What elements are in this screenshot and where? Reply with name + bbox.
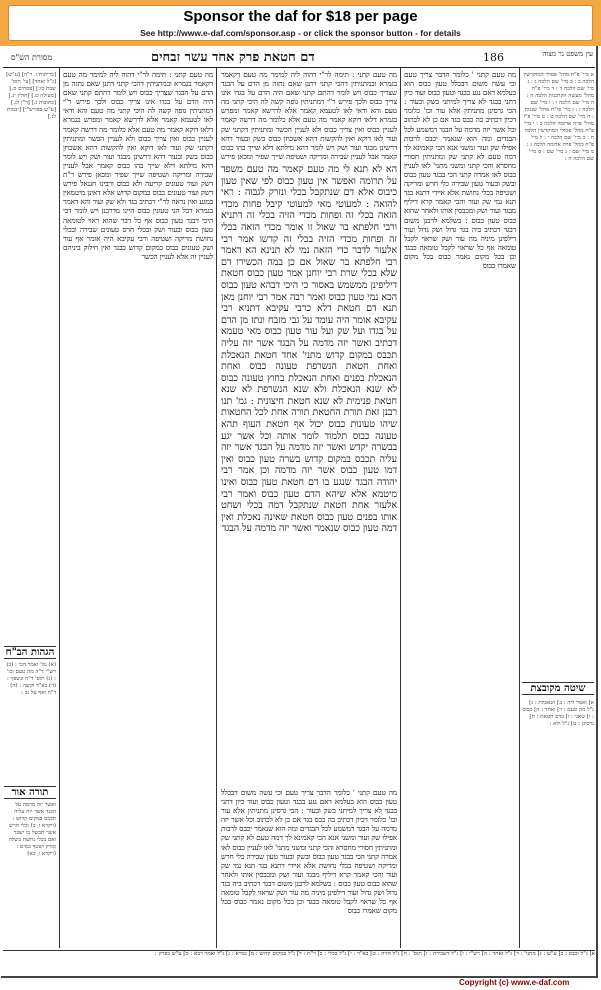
- gemara-column: הא לא תנא לי מה טעם קאמר מה טעם משפד על תרומה ואפשר אין טעון כבוס לפי שאין טעון כיבוס אלא דם שנתקבל בכלי ונזרק לגבוה : ראי להואה : למעוטי מאי למעוטי קיבל פחות מכדי הזאה בכלי זה ופחות מכדי הזיה בכלי זה דתניא ורבי חלפתא בר שאול זו אומר מכדי הזאה בכלי זה ופחות מכדי הזיה בכלי זה קדשו אמר רבי אלעזר לדבר כדי הזאה נמי לא תנינא הא דאמר רבי חלפתא בר שאול אם כן במה הכשירו דם שלא בכלי שרת רבי יוחנן אמר טעון כבוס חטאת דיליפינן ממשמש באסור כי היכי דבהא טעון כבוס הכא נמי טעון כבוס ואמר רבה אמר רבי יוחנן מאן תנא דם חטאת דלא כרבי עקיבא דתניא רבי עקיבא אומר היה עומד על גבי מזבח ונתז מן הדם על בגדו ועל שק ועל עור טעון כבוס מאי טעמא דכתיב ואשר יזה מדמה על הבגד אשר יזה עליה תכבס במקום קדוש מתני' אחד חטאת הנאכלת ואחת חטאת הנשרפת טעונה כבוס ואחת הנאכלת בפנים ואחת הנאכלת בחוץ טעונה כבוס לא שנא הנאכלת ולא שנא הנשרפת לא שנא חטאת פנימית לא שנא חטאת חיצונית : גמ' תנו רבנן זאת תורת החטאת תורה אחת לכל החטאות שיהו טעונות כבוס יכול אף חטאת העוף תהא טעונה כבוס תלמוד לומר אותה וכל אשר יגע בבשרה יקדש ואשר יזה מדמה על הבגד אשר יזה עליה תכבס במקום קדוש בשרה טעון כבוס ואין דמו טעון כבוס אשר יזה מדמה וכן אמר רבי יהודה הבגד שנגע בו דם חטאת טעון כבוס ואינו מיטמא אלא שיהא הדם טעון כבוס ואמר רבי אלעזר אחת חטאת שנתקבל דמה בכלי ושחט אותו בפנים טעון כבוס חטאת שאינה נאכלת ואין דמה טעון כבוס שנאמר ואשר יזה מדמה על הבגד: [221, 164, 397, 535]
- page-title: דם חטאת פרק אחד עשר זבחים: [151, 50, 315, 65]
- side-margin-right: א מיי' פ"ח מהל' פסולי המוקדשין הלכה ב : ב מיי' שם הלכה ג : ג מיי' שם הלכה ד : ד מיי' פ"ח מהל' מעשה הקרבנות הלכה ה : ה מיי' שם הלכה ו : ו מיי' שם הלכה ז : ז מיי' פי"ח מהל' שגגות : ח מיי' שם הלכה ט : ט מיי' פ"ז מהל' פרה אדומה הלכה ב : י מיי' פ"ח מהל' פסולי המוקדשין הלכה ח : כ מיי' שם הלכה י : ל מיי' פ"ח מהל' פרה אדומה הלכה ג : מ מיי' שם : נ מיי' שם : ס מיי' שם הלכה ה :: [523, 72, 594, 162]
- page-header: [1, 48, 598, 68]
- column-divider-2: [400, 68, 401, 948]
- page-number: 186: [483, 51, 504, 64]
- tosafot-column: מה טעם קתני : תימה לר"י דהוה ליה למימר מה טעם דקאמר בגמרא ובמתניתין דהכי קתני דתנן שאם נתזה מן הדם על הבגד שצריך כבוס ויש לומר דהתם קתני שאם היה הדם על בגדו אינו צריך כבוס ולכך פירש ר"י דמתניתין גופה קשה לה היכי קתני מה טעם והא ודאי לאו לטעמא קאמר אלא לדרשא קאמר ומפרש בגמרא דלאו דוקא קאמר מה טעם אלא כלומר מה דרשה קאמר לעניין כבוס ואין צריך כבוס ולא לעניין הכשר ומתניתין דקתני שק ועור לאו דוקא ואין להקשות דהא אשכחן כבוס בשק ובעור דהא דרשינן מבגד ועור ושק ויש לומר דהא מילתא דלא שייך בהו כבוס קאמר אבל לעניין שבירה ומריקה ושטיפה שייך שפיר ומכאן פירש ר"ת דשק ועור טעונים קריעה ולא כבוס ורבינו חננאל פירש דשק ועור טעונים כבוס במקום קדוש אלא דאינן מיטמאין במגע ואין נראה לר"י דכתיב בגד ולא שק ועור והא דאמר בגמרא דכל הני טעונין כבוס היינו מדרבנן ויש לומר דכי היכי דבגד טעון כבוס אף כל דבר שהוא ראוי לטומאה טעון כבוס ובעור ושק ובכלי חרס טעונים שבירה ובכלי נחושת מריקה ושטיפה ורבי עקיבא היה אומר אף עור ושק טעונים כבוס במקום קדוש כבגד ואין חילוק ביניהם לעניין זה אלא לעניין הכשר: [63, 70, 213, 261]
- column-divider-1: [216, 68, 217, 948]
- sponsor-title: Sponsor the daf for $18 per page: [183, 8, 418, 25]
- rashi-column: מה טעם קתני ' כלומר הדבר צריך טעם וכי עשה משום דבכלל טעון כבוס הוא בעלמא דאם נגע בבגד וטעון כבוס ועוד כיון דתני בבגד לא צריך למיתני בשק ובעור : הכי גרסינן מתניתין אלא עור וכו' כלומר דכיון דכתיב בה כבס בגד אם כן לא לכתוב וכל אשר יזה מדמה על הבגד דמשמע לכל הבגדים ומה הוא שנאמר יכבס לרבות אפילו שק ועור ומשני אנא הכי קאמינא לך דמה טעם לא קתני שק ומתניתין חסורי מחסרא והכי קתני ומשני מתני' לאו לעניין כבוס לאו אמרה קתני הכי בבגד טעון כבוס ובשק ובעור טעון שבירה כלי חרש ומריקה ושטיפה בכלי נחושת אלא איידי דתנא בגד תנא נמי שק ועור והכי קאמר קרא דיליף מבגד ועור ושק ומכבסין אותו ולאחר שהוא כבוס טעון כבוס : בשלמא לרבנן משום דבגד דכתיב ביה בגד גדול ושק גדול ועור דילפינן מיניה מה עור ושק שראוי לקבל טומאה אף כל שראוי לקבל טומאה כבגד וכן בכל מקום נאמר כבוס בכל מקום שאמרו כבוס: [404, 70, 516, 270]
- sponsor-banner: [0, 0, 601, 46]
- hagahot-label: הגהות הב"ח: [5, 647, 55, 658]
- shita-label: שיטה מקובצת: [522, 682, 594, 695]
- torah-or-label: תורה אור: [4, 786, 56, 799]
- header-rule: [3, 67, 595, 68]
- copyright-link[interactable]: Copyright (c) www.e-daf.com: [459, 978, 570, 987]
- tosafot-top-continuation: מה טעם קתני : תימה לר"י דהוה ליה למימר מה טעם דקאמר בגמרא ובמתניתין דהכי קתני דתנן שאם נתזה מן הדם על הבגד שצריך כבוס ויש לומר דהתם קתני שאם היה הדם על בגדו אינו צריך כבוס ולכך פירש ר"י דמתניתין גופה קשה לה היכי קתני מה טעם והא ודאי לאו לטעמא קאמר אלא לדרשא קאמר ומפרש בגמרא דלאו דוקא קאמר מה טעם אלא כלומר מה דרשה קאמר לעניין כבוס ואין צריך כבוס ולא לעניין הכשר ומתניתין דקתני שק ועור לאו דוקא ואין להקשות דהא אשכחן כבוס בשק ובעור דהא דרשינן מבגד ועור ושק ויש לומר דהא מילתא דלא שייך בהו כבוס קאמר אבל לעניין שבירה ומריקה ושטיפה שייך שפיר ומכאן פירש: [221, 70, 397, 160]
- margin-divider-left: [59, 68, 60, 948]
- mesoret-label: מסורת הש"ס: [11, 53, 53, 62]
- footer-notes: א] ג"ל וכבס : ב] ע"ש : ג] מתני' : ד] ג"ל ואחד : ה] רש"י : ו] ג"ל דשבירה : ז] תוס' : ח] ג"ל הזיה : ט] בא"ד : י] ג"ל בכלי : כ] ר"ת : ל] ג"ל במקום קדוש : מ] גמרא : נ] ג"ל ואמר רבא : ס] ע"ש בפרק :: [3, 950, 595, 975]
- torah-or-text: ואשר יזה מדמה על הבגד אשר יזה עליה תכבס במקום קדוש : (ויקרא ו, כ) וכלי חרש אשר תבשל בו ישבר ואם בכלי נחשת בשלה ומרק ושטף במים : (ויקרא ו, כא): [8, 802, 56, 857]
- margin-divider-right: [519, 68, 520, 948]
- shita-text: א] ואמר ליה : ב] הנאכלת : ג] ג"ל מה טעם : ד] ואחד : ה] כבוס : ו] שאני : ז] בדם חטאת : ח] גרסינן : ט] ג"ל ולא :: [522, 700, 594, 727]
- ein-mishpat-label: עין משפט נר מצוה: [542, 50, 593, 58]
- side-margin-left: [כריתות ו. ר"ה] [ע"ש] [ג"ל ואחד] [עי' תוס' שבת כז:] [פסחים ס.] [מעילה ט.] [חולין יג.] [כתובות נ.] [ר"ן לג.] [ע"ש בפירש"י] [יבמות לג.]: [6, 72, 56, 120]
- sponsor-button[interactable]: [8, 5, 593, 41]
- hagahot-text: (א) גמ' ואמר הכי : (ב) רש"י ד"ה מה טעם וכו' : (ג) תוס' ד"ה ונשפך : (ד) בא"ד וקשה : (ה) ד"ה ואף על גב :: [6, 662, 56, 696]
- talmud-page: [1, 46, 598, 978]
- sponsor-subtitle[interactable]: See http://www.e-daf.com/sponsor.asp - or click the sponsor button - for details: [140, 28, 461, 38]
- rashi-bottom-continuation: מה טעם קתני ' כלומר הדבר צריך טעם וכי עשה משום דבכלל טעון כבוס הוא בעלמא דאם נגע בבגד וטעון כבוס ועוד כיון דתני בבגד לא צריך למיתני בשק ובעור : הכי גרסינן מתניתין אלא עור וכו' כלומר דכיון דכתיב בה כבס בגד אם כן לא לכתוב וכל אשר יזה מדמה על הבגד דמשמע לכל הבגדים ומה הוא שנאמר יכבס לרבות אפילו שק ועור ומשני אנא הכי קאמינא לך דמה טעם לא קתני שק ומתניתין חסורי מחסרא והכי קתני ומשני מתני' לאו לעניין כבוס לאו אמרה קתני הכי בבגד טעון כבוס ובשק ובעור טעון שבירה כלי חרש ומריקה ושטיפה בכלי נחושת אלא איידי דתנא בגד תנא נמי שק ועור והכי קאמר קרא דיליף מבגד ועור ושק ומכבסין אותו ולאחר שהוא כבוס טעון כבוס : בשלמא לרבנן משום דבגד דכתיב ביה בגד גדול ושק גדול ועור דילפינן מיניה מה עור ושק שראוי לקבל טומאה אף כל שראוי לקבל טומאה כבגד וכן בכל מקום נאמר כבוס בכל מקום שאמרו כבוס: [221, 788, 397, 916]
